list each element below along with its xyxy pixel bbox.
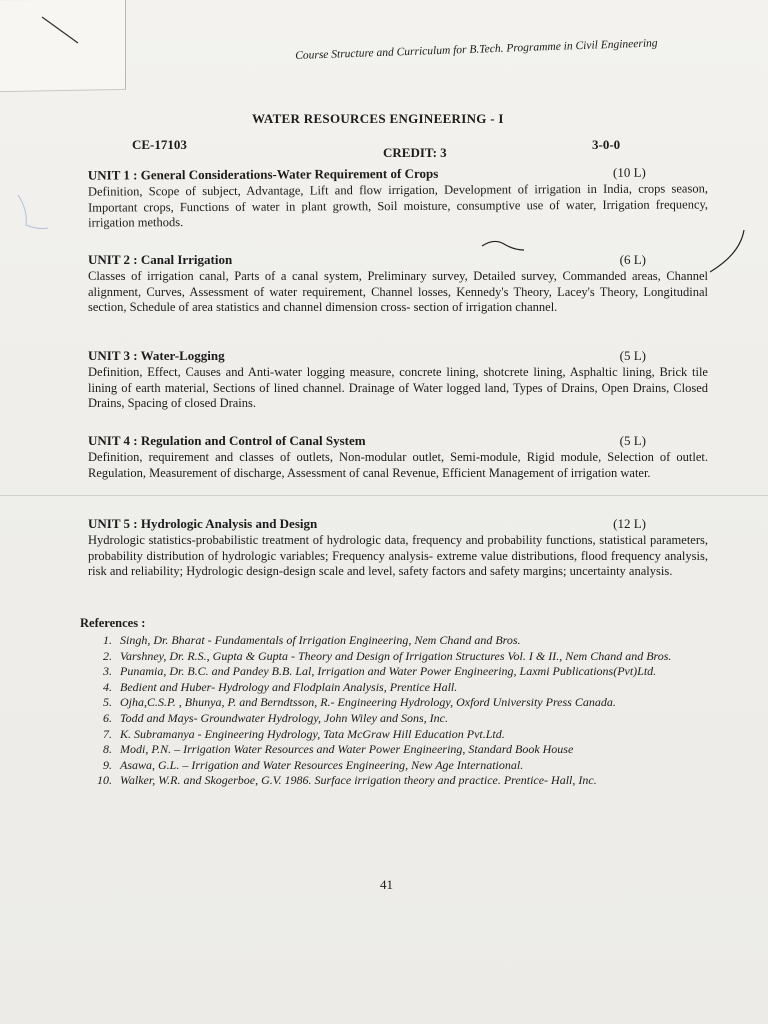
unit-body: Definition, Scope of subject, Advantage, Lift and flow irrigation, Development of irrigation in India, crops season, Important crops, Functions of water in plant growth, Soil moisture, consumptive use of water, Irrigation frequency, irrigation methods. (87, 181, 709, 230)
reference-text: Asawa, G.L. – Irrigation and Water Resources Engineering, New Age International. (120, 757, 524, 772)
unit-heading: UNIT 2 : Canal Irrigation (88, 252, 233, 267)
running-header: Course Structure and Curriculum for B.Tech. Programme in Civil Engineering (295, 37, 658, 62)
course-title: WATER RESOURCES ENGINEERING - I (252, 111, 504, 126)
unit-3 (88, 348, 708, 412)
unit-header (88, 348, 708, 364)
unit-hours: (5 L) (619, 348, 646, 363)
reference-item (80, 696, 720, 710)
reference-item (80, 712, 720, 726)
page-number: 41 (380, 877, 393, 892)
unit-body: Definition, requirement and classes of outlets, Non-modular outlet, Semi-module, Rigid module, Selection of outlet. Regulation, Measurement of discharge, Assessment of canal Revenue, Efficient Management of irrigation water. (88, 450, 708, 480)
reference-item (80, 743, 720, 757)
reference-text: Punamia, Dr. B.C. and Pandey B.B. Lal, Irrigation and Water Power Engineering, Laxmi Publications(Pvt)Ltd. (120, 664, 657, 679)
unit-2 (88, 252, 708, 316)
reference-item (80, 759, 720, 773)
unit-header (88, 164, 708, 183)
reference-number: 3. (103, 664, 112, 679)
reference-text: Bedient and Huber- Hydrology and Flodplain Analysis, Prentice Hall. (120, 679, 458, 694)
reference-item (80, 650, 720, 664)
reference-text: Todd and Mays- Groundwater Hydrology, John Wiley and Sons, Inc. (120, 710, 448, 725)
unit-body: Classes of irrigation canal, Parts of a canal system, Preliminary survey, Detailed survey, Commanded areas, Channel alignment, Curves, Assessment of water requirement, Channel losses, Kennedy's Theory, Lacey's Theory, Longitudinal section, Schedule of area statistics and channel dimension cross- section of irrigation channel. (88, 269, 708, 314)
reference-item (80, 681, 720, 695)
reference-number: 4. (103, 679, 112, 694)
ink-smudge-icon (8, 190, 68, 250)
unit-1 (88, 164, 708, 231)
reference-text: K. Subramanya - Engineering Hydrology, Tata McGraw Hill Education Pvt.Ltd. (120, 726, 505, 741)
reference-number: 5. (103, 695, 112, 710)
unit-heading: UNIT 4 : Regulation and Control of Canal System (88, 433, 366, 448)
reference-number: 8. (103, 742, 112, 757)
reference-number: 7. (103, 726, 112, 741)
unit-heading: UNIT 5 : Hydrologic Analysis and Design (88, 516, 318, 531)
unit-4 (88, 433, 708, 481)
pen-mark-icon (40, 15, 90, 55)
reference-item (80, 634, 720, 648)
course-ltp: 3-0-0 (592, 137, 621, 152)
unit-hours: (5 L) (619, 433, 646, 448)
unit-header (88, 433, 708, 449)
unit-header (88, 516, 708, 532)
unit-hours: (6 L) (619, 252, 646, 267)
reference-text: Walker, W.R. and Skogerboe, G.V. 1986. Surface irrigation theory and practice. Prentice- Hall, Inc. (120, 773, 597, 788)
unit-header (88, 252, 708, 268)
reference-text: Modi, P.N. – Irrigation Water Resources and Water Power Engineering, Standard Book House (120, 742, 574, 757)
reference-number: 9. (103, 757, 112, 772)
reference-number: 6. (103, 710, 112, 725)
references-title: References : (80, 616, 146, 630)
reference-text: Singh, Dr. Bharat - Fundamentals of Irrigation Engineering, Nem Chand and Bros. (120, 633, 521, 647)
unit-body: Hydrologic statistics-probabilistic treatment of hydrologic data, frequency and probability functions, statistical parameters, probability distribution of hydrologic variables; Frequency analysis- extreme value distributions, flood frequency analysis, risk and reliability; Hydrologic design-design scale and level, safety factors and safety margins; uncertainty analysis. (88, 533, 708, 578)
reference-item (80, 728, 720, 742)
paper-fold-line (0, 495, 768, 496)
unit-heading: UNIT 3 : Water-Logging (88, 348, 225, 363)
course-code: CE-17103 (132, 137, 187, 152)
reference-item (80, 774, 720, 788)
reference-text: Ojha,C.S.P. , Bhunya, P. and Berndtsson, R.- Engineering Hydrology, Oxford University Press Canada. (120, 695, 616, 710)
course-credit: CREDIT: 3 (383, 145, 447, 160)
unit-hours: (10 L) (612, 164, 646, 180)
reference-number: 2. (103, 648, 112, 663)
reference-item (80, 665, 720, 679)
reference-number: 1. (103, 633, 112, 647)
unit-hours: (12 L) (613, 516, 646, 531)
reference-text: Varshney, Dr. R.S., Gupta & Gupta - Theory and Design of Irrigation Structures Vol. I & II., Nem Chand and Bros. (120, 648, 672, 663)
unit-heading: UNIT 1 : General Considerations-Water Requirement of Crops (87, 165, 439, 183)
references-section (80, 616, 720, 790)
unit-5 (88, 516, 708, 580)
reference-number: 10. (97, 773, 112, 788)
unit-body: Definition, Effect, Causes and Anti-water logging measure, concrete lining, shotcrete lining, Asphaltic lining, Brick tile lining of earth material, Sections of lined channel. Drainage of Water logged land, Types of Drains, Open Drains, Closed Drains, Spacing of closed Drains. (88, 365, 708, 410)
